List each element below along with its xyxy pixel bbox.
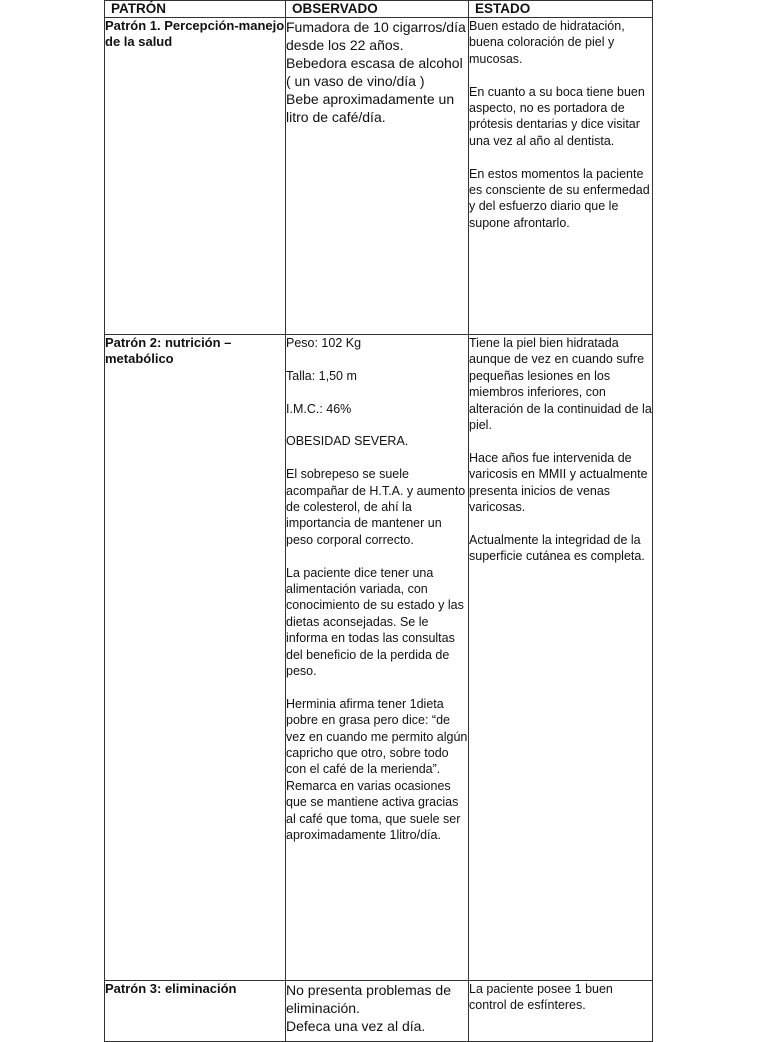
observado-paragraph: No presenta problemas de eliminación. <box>286 982 451 1016</box>
observado-paragraph: El sobrepeso se suele acompañar de H.T.A. y aumento de colesterol, de ahí la importancia de mantener un peso corporal correcto. <box>286 467 466 547</box>
table-row <box>105 18 653 335</box>
care-plan-table <box>104 0 653 1042</box>
observado-paragraph: I.M.C.: 46% <box>286 401 352 416</box>
estado-paragraph: Actualmente la integridad de la superficie cutánea es completa. <box>469 532 645 564</box>
observado-paragraph: La paciente dice tener una alimentación variada, con conocimiento de su estado y las dietas aconsejadas. Se le informa en todas las consultas del beneficio de la perdida de peso. <box>286 565 464 679</box>
estado-cell <box>469 18 653 335</box>
observado-cell <box>286 981 469 1042</box>
estado-paragraph: Buen estado de hidratación, buena coloración de piel y mucosas. <box>469 19 625 66</box>
header-row <box>105 1 653 18</box>
observado-paragraph: OBESIDAD SEVERA. <box>286 434 409 449</box>
observado-cell <box>286 18 469 335</box>
header-patron: PATRÓN <box>105 1 286 18</box>
estado-cell <box>469 981 653 1042</box>
estado-paragraph: Tiene la piel bien hidratada aunque de vez en cuando sufre pequeñas lesiones en los miembros inferiores, con alteración de la continuidad de la piel. <box>469 336 652 433</box>
header-observado: OBSERVADO <box>286 1 469 18</box>
observado-cell <box>286 335 469 981</box>
observado-paragraph: Peso: 102 Kg <box>286 336 362 350</box>
observado-paragraph: Defeca una vez al día. <box>286 1018 426 1034</box>
estado-paragraph: Hace años fue intervenida de varicosis en MMII y actualmente presenta inicios de venas varicosas. <box>469 450 648 515</box>
estado-paragraph: La paciente posee 1 buen control de esfínteres. <box>469 982 613 1013</box>
patron-cell: Patrón 3: eliminación <box>105 981 286 1042</box>
observado-paragraph: Bebedora escasa de alcohol ( un vaso de vino/día ) <box>286 55 463 89</box>
table-row <box>105 981 653 1042</box>
observado-paragraph: Herminia afirma tener 1dieta pobre en grasa pero dice: “de vez en cuando me permito algún capricho que otro, sobre todo con el café de la merienda”. Remarca en varias ocasiones que se mantiene activa gracias al café que toma, que suele ser aproximadamente 1litro/día. <box>286 696 468 843</box>
patron-cell: Patrón 1. Percepción-manejo de la salud <box>105 18 286 335</box>
observado-paragraph: Bebe aproximadamente un litro de café/día. <box>286 91 455 125</box>
header-estado: ESTADO <box>469 1 653 18</box>
estado-cell <box>469 335 653 981</box>
observado-paragraph: Talla: 1,50 m <box>286 368 357 383</box>
estado-paragraph: En estos momentos la paciente es consciente de su enfermedad y del esfuerzo diario que le supone afrontarlo. <box>469 166 650 230</box>
table-row <box>105 335 653 981</box>
observado-paragraph: Fumadora de 10 cigarros/día desde los 22 años. <box>286 19 466 53</box>
patron-cell: Patrón 2: nutrición – metabólico <box>105 335 286 981</box>
estado-paragraph: En cuanto a su boca tiene buen aspecto, no es portadora de prótesis dentarias y dice visitar una vez al año al dentista. <box>469 84 645 148</box>
